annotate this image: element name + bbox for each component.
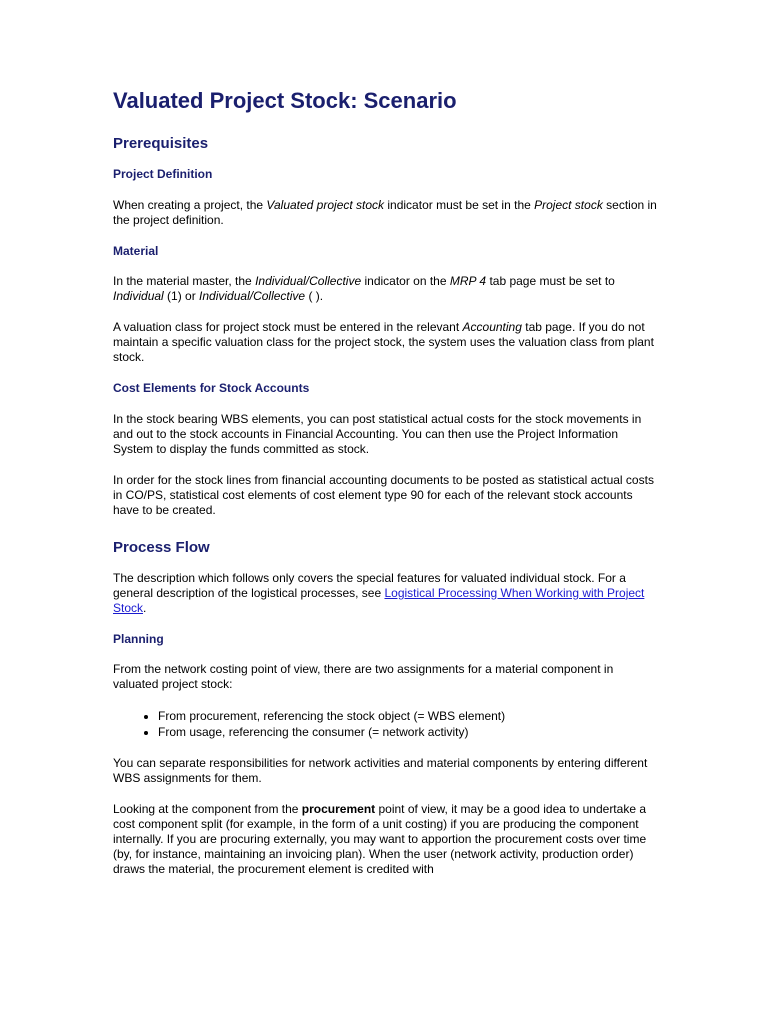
planning-paragraph-3: Looking at the component from the procurement point of view, it may be a good idea to undertake a cost component split (for example, in the form of a unit costing) if you are producing the component internally. If you are procuring externally, you may want to apportion the procurement costs over time (by, for instance, maintaining an invoicing plan). When the user (network activity, production order) draws the material, the procurement element is credited with bbox=[113, 801, 647, 876]
process-flow-paragraph: The description which follows only covers the special features for valuated individual stock. For a general description of the logistical processes, see Logistical Processing When Working with Project Stock. bbox=[113, 570, 645, 615]
planning-heading: Planning bbox=[113, 631, 164, 646]
page-title: Valuated Project Stock: Scenario bbox=[113, 88, 457, 113]
material-paragraph-1: In the material master, the Individual/Collective indicator on the MRP 4 tab page must be set to Individual (1) or Individual/Collective ( ). bbox=[113, 274, 615, 304]
logistical-processing-link[interactable]: Logistical Processing When Working with Project Stock bbox=[113, 585, 645, 615]
project-definition-heading: Project Definition bbox=[113, 167, 213, 182]
material-heading: Material bbox=[113, 243, 159, 258]
planning-paragraph-2: You can separate responsibilities for network activities and material components by entering different WBS assignments for them. bbox=[113, 755, 648, 785]
planning-bullet-list bbox=[113, 708, 658, 740]
material-paragraph-2: A valuation class for project stock must be entered in the relevant Accounting tab page. If you do not maintain a specific valuation class for the project stock, the system uses the valuation class from plant stock. bbox=[113, 320, 654, 365]
cost-elements-heading: Cost Elements for Stock Accounts bbox=[113, 381, 310, 396]
list-item: • From usage, referencing the consumer (= network activity) bbox=[158, 724, 658, 740]
planning-paragraph-1: From the network costing point of view, there are two assignments for a material component in valuated project stock: bbox=[113, 661, 614, 691]
cost-elements-paragraph-1: In the stock bearing WBS elements, you can post statistical actual costs for the stock movements in and out to the stock accounts in Financial Accounting. You can then use the Project Information System to display the funds committed as stock. bbox=[113, 411, 642, 456]
project-definition-paragraph: When creating a project, the Valuated project stock indicator must be set in the Project stock section in the project definition. bbox=[113, 197, 657, 227]
document-content bbox=[113, 88, 658, 893]
prerequisites-heading: Prerequisites bbox=[113, 135, 209, 153]
cost-elements-paragraph-2: In order for the stock lines from financial accounting documents to be posted as statistical actual costs in CO/PS, statistical cost elements of cost element type 90 for each of the relevant stock accounts have to be created. bbox=[113, 472, 654, 517]
process-flow-heading: Process Flow bbox=[113, 538, 210, 556]
list-item: • From procurement, referencing the stock object (= WBS element) bbox=[158, 708, 658, 724]
